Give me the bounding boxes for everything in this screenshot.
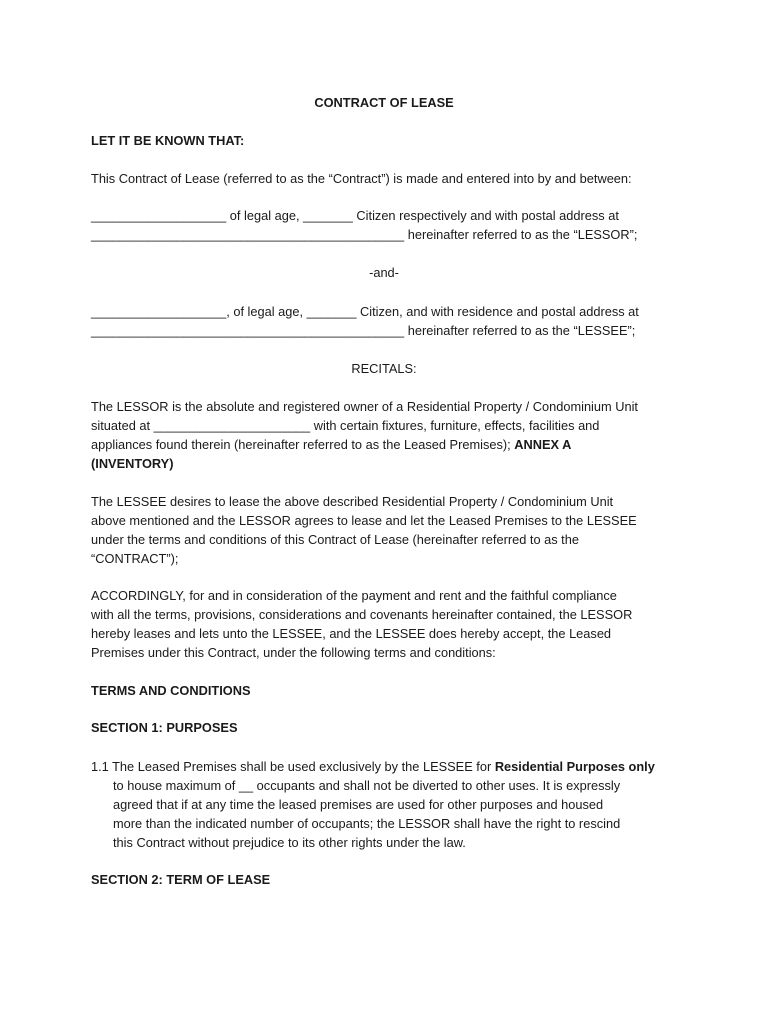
terms-heading: TERMS AND CONDITIONS (91, 683, 251, 698)
document-title: CONTRACT OF LEASE (314, 95, 454, 110)
recital-1-line-3-text: appliances found therein (hereinafter referred to as the Leased Premises); (91, 437, 511, 452)
recitals-heading: RECITALS: (351, 361, 417, 376)
and-separator: -and- (369, 265, 399, 280)
clause-1-1-line-3: agreed that if at any time the leased premises are used for other purposes and housed (113, 797, 604, 812)
recital-3-line-2: with all the terms, provisions, considerations and covenants hereinafter contained, the LESSOR (91, 607, 633, 622)
section-1-heading: SECTION 1: PURPOSES (91, 720, 238, 735)
lessee-line-2: ____________________________________________ hereinafter referred to as the “LESSEE”; (91, 323, 636, 338)
recital-2-line-1: The LESSEE desires to lease the above described Residential Property / Condominium Unit (91, 494, 614, 509)
annex-a-reference: ANNEX A (514, 437, 572, 452)
recital-2-paragraph (91, 492, 681, 568)
lessor-party-paragraph (91, 206, 681, 244)
clause-1-1-line-2: to house maximum of __ occupants and shall not be diverted to other uses. It is expressly (113, 778, 621, 793)
lessor-line-1: ___________________ of legal age, _______ Citizen respectively and with postal address at (91, 208, 619, 223)
inventory-reference: (INVENTORY) (91, 456, 174, 471)
lessee-party-paragraph (91, 302, 681, 340)
lessee-line-1: ___________________, of legal age, _______ Citizen, and with residence and postal address at (91, 304, 639, 319)
intro-heading: LET IT BE KNOWN THAT: (91, 133, 245, 148)
recital-1-line-3 (91, 435, 681, 454)
recital-2-line-2: above mentioned and the LESSOR agrees to lease and let the Leased Premises to the LESSEE (91, 513, 637, 528)
recital-3-line-3: hereby leases and lets unto the LESSEE, and the LESSEE does hereby accept, the Leased (91, 626, 612, 641)
clause-1-1-line-4: more than the indicated number of occupants; the LESSOR shall have the right to rescind (113, 816, 621, 831)
intro-paragraph: This Contract of Lease (referred to as the “Contract”) is made and entered into by and between: (91, 171, 632, 186)
recital-3-line-4: Premises under this Contract, under the following terms and conditions: (91, 645, 496, 660)
recital-2-line-4: “CONTRACT”); (91, 551, 179, 566)
recital-3-paragraph (91, 586, 681, 662)
lessor-line-2: ____________________________________________ hereinafter referred to as the “LESSOR”; (91, 227, 638, 242)
recital-1-paragraph (91, 397, 681, 473)
recital-1-line-2: situated at ______________________ with certain fixtures, furniture, effects, facilities and (91, 418, 600, 433)
recital-2-line-3: under the terms and conditions of this Contract of Lease (hereinafter referred to as the (91, 532, 579, 547)
section-2-heading: SECTION 2: TERM OF LEASE (91, 872, 271, 887)
recital-3-line-1: ACCORDINGLY, for and in consideration of the payment and rent and the faithful compliance (91, 588, 617, 603)
clause-1-1-line-1 (91, 757, 681, 776)
clause-1-1-paragraph (91, 757, 681, 852)
recital-1-line-1: The LESSOR is the absolute and registered owner of a Residential Property / Condominium Unit (91, 399, 638, 414)
clause-1-1-line-5: this Contract without prejudice to its other rights under the law. (113, 835, 466, 850)
residential-purposes-emphasis: Residential Purposes only (494, 759, 655, 774)
clause-1-1-line-1-text: 1.1 The Leased Premises shall be used exclusively by the LESSEE for (91, 759, 492, 774)
